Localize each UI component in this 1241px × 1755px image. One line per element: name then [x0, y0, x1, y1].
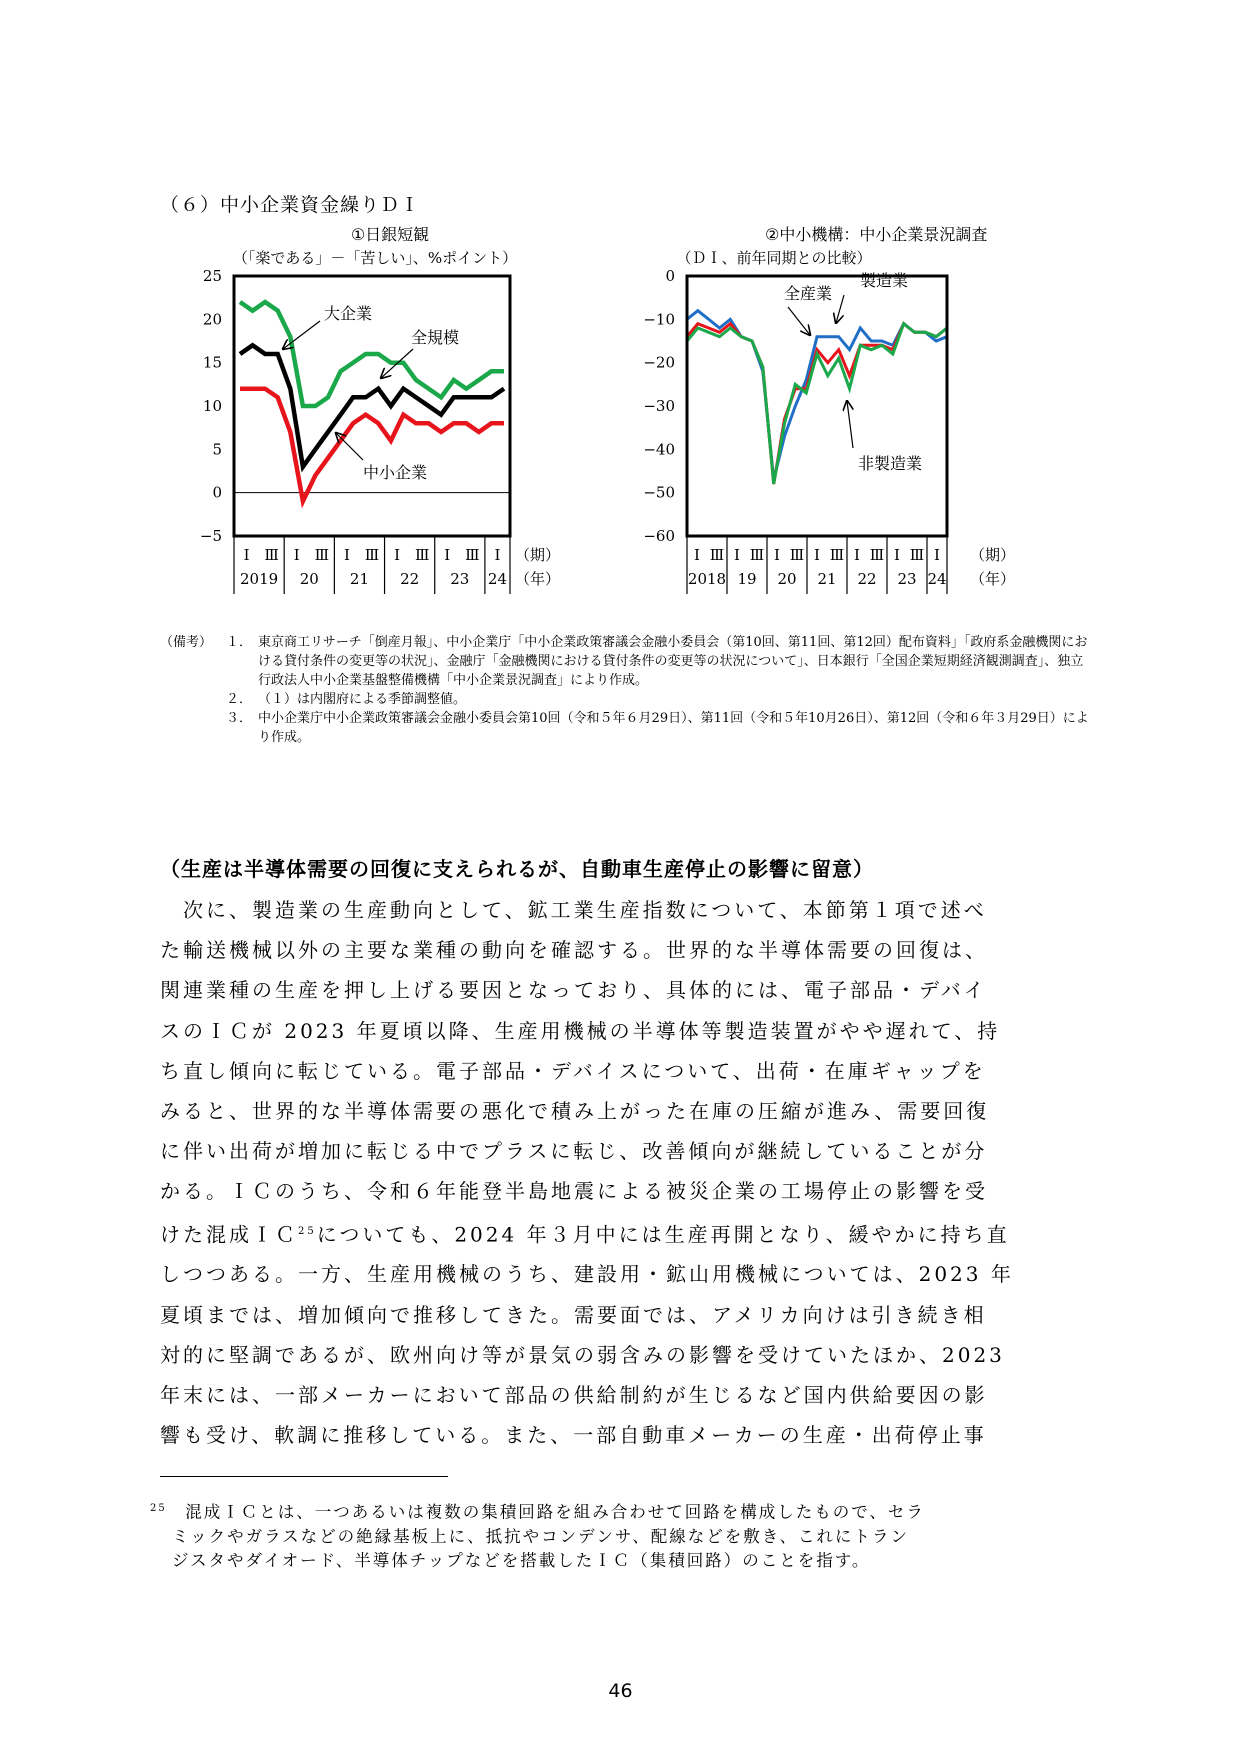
body-line: 次に、製造業の生産動向として、鉱工業生産指数について、本節第１項で述べ: [160, 898, 987, 922]
chart2-label-mfg: 製造業: [860, 271, 909, 290]
body-line: に伴い出荷が増加に転じる中でプラスに転じ、改善傾向が継続していることが分: [160, 1139, 988, 1164]
chart1-period-unit: （期）: [515, 546, 561, 564]
body-line: 響も受け、軟調に推移している。また、一部自動車メーカーの生産・出荷停止事: [160, 1423, 987, 1448]
footnote-number: 25: [150, 1503, 167, 1514]
y-tick-label: −30: [643, 397, 675, 415]
body-line: 関連業種の生産を押し上げる要因となっており、具体的には、電子部品・デバイ: [160, 978, 987, 1003]
chart1-subtitle: （「楽である」－「苦しい」、%ポイント）: [232, 249, 518, 267]
y-tick-label: 0: [212, 483, 222, 502]
chart1-title: ①日銀短観: [350, 225, 430, 244]
x-period-label: Ⅰ: [293, 546, 300, 564]
x-year-label: 22: [857, 570, 877, 588]
x-period-label: Ⅲ: [789, 546, 805, 564]
chart2-arrow-all: [788, 307, 810, 335]
chart2-arrow-nonmfg: [847, 401, 853, 448]
x-period-label: Ⅰ: [494, 546, 501, 564]
chart1-arrow-all: [381, 349, 413, 378]
footnote-line: ミックやガラスなどの絶縁基板上に、抵抗やコンデンサ、配線などを敷き、これにトラン: [172, 1526, 910, 1546]
y-tick-label: −50: [643, 483, 675, 502]
x-period-label: Ⅰ: [694, 546, 700, 564]
x-period-label: Ⅰ: [343, 546, 350, 564]
chart1-arrow-small: [336, 433, 363, 460]
note-row: [160, 690, 1090, 709]
y-tick-label: 20: [202, 310, 222, 329]
footnote-line: [150, 1497, 1090, 1525]
x-year-label: 21: [817, 570, 837, 588]
chart1-label-small: 中小企業: [363, 463, 428, 482]
y-tick-label: −20: [643, 353, 675, 372]
chart2-label-nonmfg: 非製造業: [858, 454, 923, 473]
x-period-label: Ⅰ: [444, 546, 451, 564]
note-number: ２．: [226, 692, 253, 707]
chart2-title: ②中小機構：中小企業景況調査: [765, 225, 988, 244]
x-period-label: Ⅰ: [734, 546, 740, 564]
y-tick-label: 5: [212, 440, 222, 459]
page-number: 46: [608, 1680, 633, 1702]
note-text: （１）は内閣府による季節調整値。: [258, 692, 467, 707]
footnote-divider: [160, 1476, 448, 1477]
x-year-label: 2018: [687, 570, 727, 588]
section-title: （６）中小企業資金繰りＤＩ: [160, 194, 421, 216]
x-period-label: Ⅲ: [909, 546, 925, 564]
chart1-label-large: 大企業: [324, 304, 373, 323]
footnote-text: 混成ＩＣとは、一つあるいは複数の集積回路を組み合わせて回路を構成したもので、セラ: [185, 1502, 925, 1522]
y-tick-label: 25: [202, 267, 222, 285]
y-tick-label: −5: [199, 527, 222, 545]
y-tick-label: 15: [202, 353, 222, 372]
x-period-label: Ⅲ: [829, 546, 845, 564]
x-period-label: Ⅰ: [894, 546, 900, 564]
chart1-year-unit: （年）: [515, 570, 561, 588]
x-year-label: 20: [777, 570, 797, 588]
note-number: １．: [226, 635, 253, 650]
body-line: みると、世界的な半導体需要の悪化で積み上がった在庫の圧縮が進み、需要回復: [160, 1099, 990, 1124]
x-period-label: Ⅰ: [774, 546, 780, 564]
y-tick-label: −40: [643, 440, 675, 459]
x-period-label: Ⅰ: [814, 546, 820, 564]
chart1-label-all: 全規模: [411, 328, 460, 347]
note-row: [160, 709, 1090, 747]
x-period-label: Ⅲ: [709, 546, 725, 564]
x-year-label: 21: [349, 570, 370, 588]
x-period-label: Ⅲ: [465, 546, 480, 564]
footnote-line: ジスタやダイオード、半導体チップなどを搭載したＩＣ（集積回路）のことを指す。: [172, 1550, 871, 1570]
chart-notes: [160, 633, 1090, 747]
x-period-label: Ⅰ: [934, 546, 940, 564]
x-period-label: Ⅲ: [749, 546, 765, 564]
notes-head: （備考）: [160, 635, 213, 650]
body-line: かる。ＩＣのうち、令和６年能登半島地震による被災企業の工場停止の影響を受: [160, 1179, 988, 1204]
y-tick-label: −10: [643, 310, 675, 329]
chart-boj-tankan: [150, 220, 630, 590]
x-year-label: 22: [400, 570, 420, 588]
x-year-label: 19: [737, 570, 757, 588]
chart2-year-unit: （年）: [970, 570, 1016, 588]
chart2-frame: [687, 276, 947, 536]
footnote: [150, 1497, 1090, 1573]
x-period-label: Ⅰ: [243, 546, 250, 564]
x-period-label: Ⅲ: [364, 546, 380, 564]
body-text: [160, 890, 1090, 1456]
x-year-label: 24: [927, 570, 947, 588]
chart-smrj-survey: [630, 220, 1100, 590]
note-number: ３．: [226, 711, 253, 726]
note-text: 東京商工リサーチ「倒産月報」、中小企業庁「中小企業政策審議会金融小委員会（第10回、第11回、第12回）配布資料」「政府系金融機関における貸付条件の変更等の状況」、金融庁「金融機関における貸付条件の変更等の状況について」、日本銀行「全国企業短期経済観測調査」、独立行政法人中小企業基盤整備機構「中小企業景況調査」により作成。: [258, 635, 1088, 688]
body-line: ち直し傾向に転じている。電子部品・デバイスについて、出荷・在庫ギャップを: [160, 1058, 986, 1083]
chart2-label-all: 全産業: [784, 284, 833, 303]
x-year-label: 23: [450, 570, 470, 588]
body-line: [160, 1212, 1090, 1255]
x-period-label: Ⅲ: [869, 546, 885, 564]
footnote-ref[interactable]: 25: [298, 1225, 317, 1237]
x-year-label: 2019: [239, 570, 279, 588]
body-line: た輸送機械以外の主要な業種の動向を確認する。世界的な半導体需要の回復は、: [160, 938, 988, 963]
chart2-arrow-mfg: [836, 295, 844, 323]
x-period-label: Ⅲ: [264, 546, 279, 564]
body-line: 年末には、一部メーカーにおいて部品の供給制約が生じるなど国内供給要因の影: [160, 1383, 988, 1408]
x-period-label: Ⅲ: [414, 546, 430, 564]
note-row: [160, 633, 1090, 690]
body-line: 夏頃までは、増加傾向で推移してきた。需要面では、アメリカ向けは引き続き相: [160, 1302, 987, 1327]
body-line: しつつある。一方、生産用機械のうち、建設用・鉱山用機械については、2023 年: [160, 1262, 1014, 1287]
x-period-label: Ⅲ: [314, 546, 330, 564]
series-line-3: [240, 389, 504, 502]
section-heading: （生産は半導体需要の回復に支えられるが、自動車生産停止の影響に留意）: [160, 857, 874, 881]
y-tick-label: −60: [643, 527, 675, 545]
x-period-label: Ⅰ: [854, 546, 860, 564]
note-text: 中小企業庁中小企業政策審議会金融小委員会第10回（令和５年６月29日）、第11回（令和５年10月26日）、第12回（令和６年３月29日）により作成。: [258, 711, 1089, 745]
chart2-subtitle: （ＤＩ、前年同期との比較）: [676, 249, 872, 267]
body-fragment: についても、2024 年３月中には生産再開となり、緩やかに持ち直: [316, 1222, 1010, 1247]
x-year-label: 24: [487, 570, 508, 588]
y-tick-label: 0: [665, 267, 675, 285]
body-line: 対的に堅調であるが、欧州向け等が景気の弱含みの影響を受けていたほか、2023: [160, 1342, 1005, 1367]
x-year-label: 20: [299, 570, 319, 588]
body-fragment: けた混成ＩＣ: [160, 1222, 298, 1247]
y-tick-label: 10: [202, 397, 222, 415]
chart2-period-unit: （期）: [970, 546, 1016, 564]
body-line: スのＩＣが 2023 年夏頃以降、生産用機械の半導体等製造装置がやや遅れて、持: [160, 1018, 1001, 1043]
x-period-label: Ⅰ: [394, 546, 401, 564]
x-year-label: 23: [897, 570, 917, 588]
